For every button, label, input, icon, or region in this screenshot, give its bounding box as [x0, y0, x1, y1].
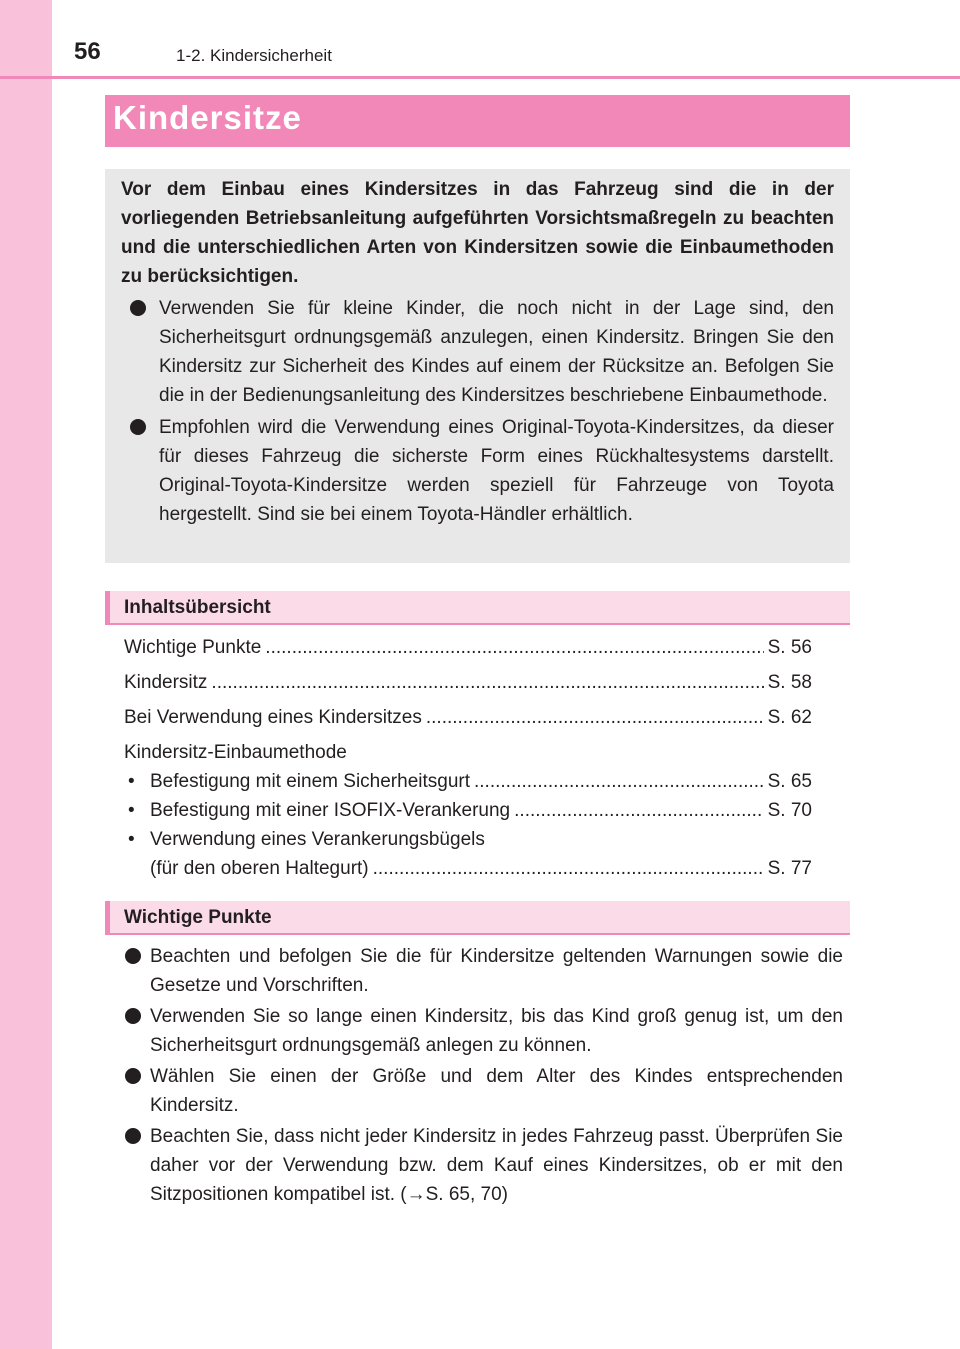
toc-heading: Inhaltsübersicht	[124, 597, 271, 618]
intro-bullet-item	[121, 294, 834, 410]
intro-bullet-text: Verwenden Sie für kleine Kinder, die noch nicht in der Lage sind, den Sicherheitsgurt ordnungsgemäß anzulegen, einen Kindersitz. Bringen Sie den Kindersitz zur Sicherheit des Kindes auf einem der Rücksitze an. Befolgen Sie die in der Bedienungsanleitung des Kindersitzes beschriebene Einbaumethode.	[159, 298, 834, 406]
toc-sub-entry-label	[128, 796, 511, 825]
toc-sub-entry-text: Befestigung mit einer ISOFIX-Verankerung	[150, 800, 511, 821]
important-bullet-item	[124, 1122, 843, 1209]
intro-box	[105, 169, 850, 563]
important-bullet-text: Beachten und befolgen Sie die für Kindersitze geltenden Warnungen sowie die Gesetze und Vorschriften.	[150, 946, 843, 996]
toc-entry-label: Kindersitz	[124, 672, 208, 693]
dot-leader	[426, 703, 764, 732]
toc-group-label	[124, 738, 812, 767]
important-bullet-text: Wählen Sie einen der Größe und dem Alter des Kindes entsprechenden Kindersitz.	[150, 1066, 843, 1116]
important-bullet-item	[124, 1062, 843, 1120]
important-heading-bar	[105, 901, 850, 935]
toc-sub-entry[interactable]	[124, 796, 812, 825]
side-color-strip	[0, 0, 52, 1349]
important-bullet-text: Beachten Sie, dass nicht jeder Kindersitz in jedes Fahrzeug passt. Überprüfen Sie daher vor der Verwendung bzw. dem Kauf eines Kindersitzes, ob er mit den Sitzpositionen kompatibel ist. (→S. 65, 70)	[150, 1126, 843, 1205]
bullet-dot-icon	[130, 419, 146, 435]
intro-bullet-item	[121, 413, 834, 529]
toc-group-text: Kindersitz-Einbaumethode	[124, 742, 347, 763]
toc-sub-entry-line1[interactable]	[124, 825, 812, 854]
toc-entry-page: S. 62	[767, 707, 812, 728]
header-rule	[0, 76, 960, 79]
toc-sub-entry-text: Verwendung eines Verankerungsbügels	[150, 829, 485, 850]
table-of-contents	[124, 633, 812, 883]
intro-bullet-list	[121, 294, 834, 529]
toc-sub-entry-text: Befestigung mit einem Sicherheitsgurt	[150, 771, 470, 792]
toc-entry-label: Bei Verwendung eines Kindersitzes	[124, 707, 422, 728]
toc-entry-page: S. 70	[767, 800, 812, 821]
important-bullet-item	[124, 1002, 843, 1060]
toc-entry-label: Wichtige Punkte	[124, 637, 262, 658]
bullet-mark: •	[128, 829, 135, 850]
toc-sub-entry-text: (für den oberen Haltegurt)	[150, 858, 369, 879]
toc-entry-page: S. 77	[767, 858, 812, 879]
toc-sub-entry-label	[128, 767, 470, 796]
toc-sub-entry[interactable]	[124, 767, 812, 796]
toc-sub-entry-label	[128, 825, 485, 854]
toc-heading-bar	[105, 591, 850, 625]
page-title: Kindersitze	[113, 99, 302, 136]
important-bullet-list	[124, 942, 843, 1211]
toc-entry-page: S. 58	[767, 672, 812, 693]
dot-leader	[265, 633, 763, 662]
intro-bullet-text: Empfohlen wird die Verwendung eines Original-Toyota-Kindersitzes, da dieser für dieses Fahrzeug die sicherste Form eines Rückhaltesystems darstellt. Original-Toyota-Kindersitze werden speziell für Fahrzeuge von Toyota hergestellt. Sind sie bei einem Toyota-Händler erhältlich.	[159, 417, 834, 525]
toc-entry[interactable]	[124, 703, 812, 732]
dot-leader	[474, 767, 764, 796]
toc-entry[interactable]	[124, 633, 812, 662]
bullet-mark: •	[128, 800, 135, 821]
bullet-dot-icon	[130, 300, 146, 316]
toc-entry[interactable]	[124, 668, 812, 697]
page-number: 56	[74, 38, 101, 65]
dot-leader	[514, 796, 763, 825]
dot-leader	[373, 854, 764, 883]
bullet-dot-icon	[125, 1128, 141, 1144]
bullet-mark: •	[128, 771, 135, 792]
toc-sub-entry-line2[interactable]	[124, 854, 812, 883]
toc-entry-page: S. 65	[767, 771, 812, 792]
intro-lead: Vor dem Einbau eines Kindersitzes in das Fahrzeug sind die in der vorliegenden Betriebsanleitung aufgeführten Vorsichtsmaßregeln zu beachten und die unterschiedlichen Arten von Kindersitzen sowie die Einbaumethoden zu berücksichtigen.	[121, 179, 834, 287]
important-heading: Wichtige Punkte	[124, 907, 272, 928]
bullet-dot-icon	[125, 1068, 141, 1084]
important-bullet-item	[124, 942, 843, 1000]
toc-entry-page: S. 56	[767, 637, 812, 658]
section-path: 1-2. Kindersicherheit	[176, 46, 332, 65]
bullet-dot-icon	[125, 1008, 141, 1024]
bullet-dot-icon	[125, 948, 141, 964]
dot-leader	[211, 668, 763, 697]
important-bullet-text: Verwenden Sie so lange einen Kindersitz, bis das Kind groß genug ist, um den Sicherheitsgurt ordnungsgemäß anlegen zu können.	[150, 1006, 843, 1056]
